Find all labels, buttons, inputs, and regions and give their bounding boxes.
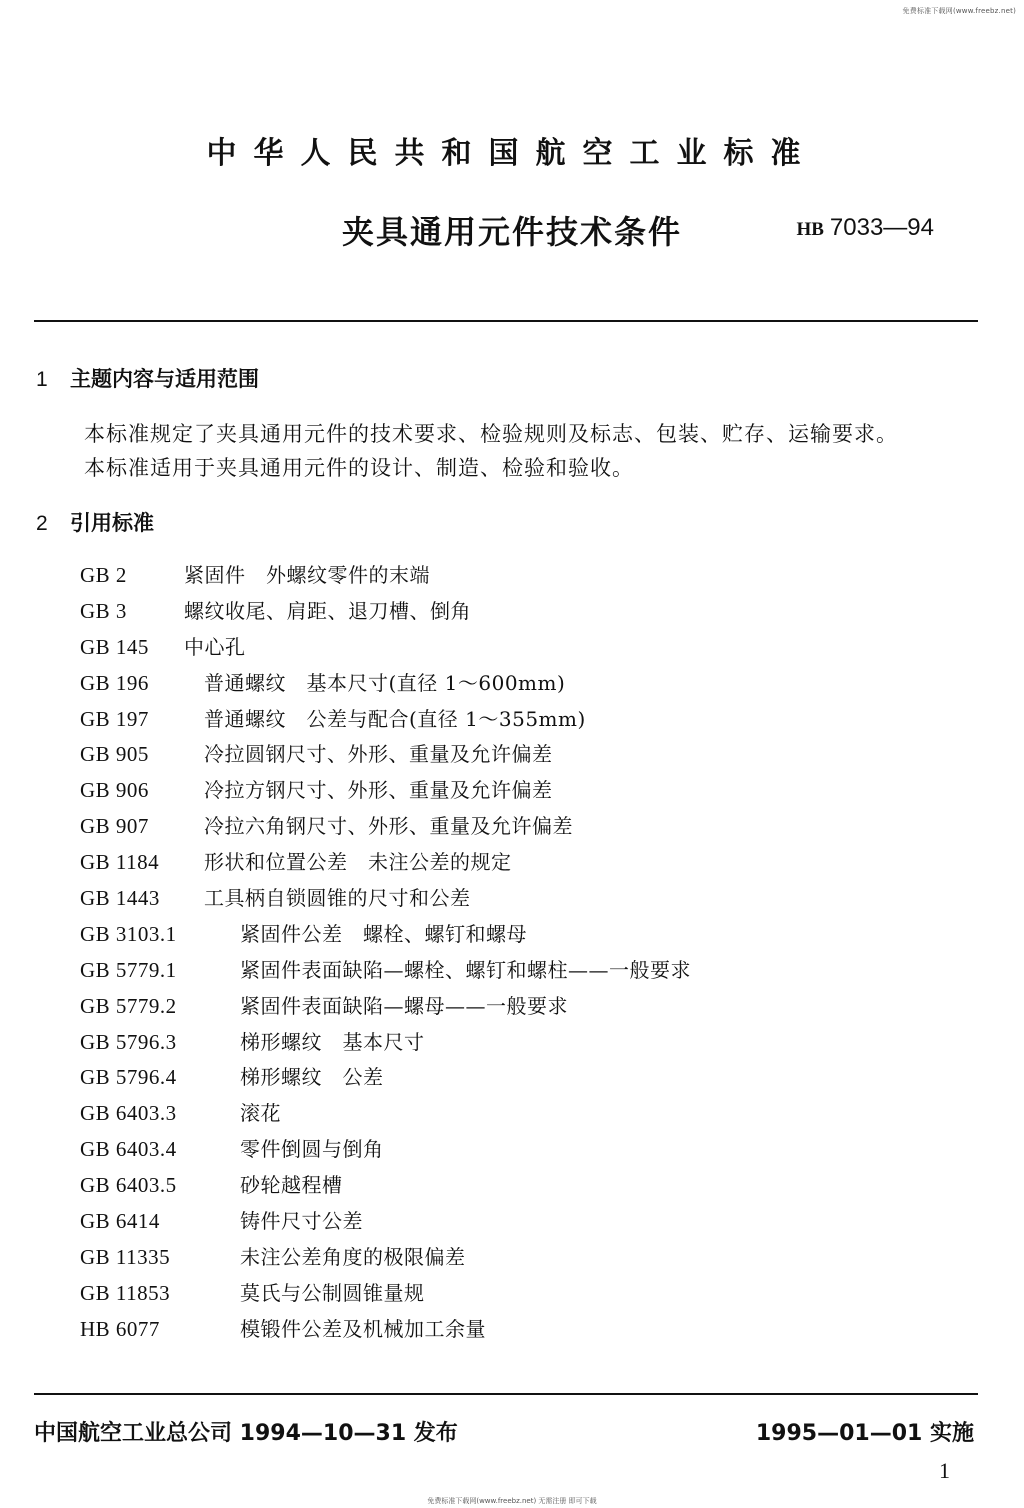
reference-code: GB 5796.3 — [80, 1029, 177, 1054]
reference-row — [80, 1312, 960, 1348]
watermark-top: 免费标准下载网(www.freebz.net) — [902, 7, 1016, 15]
reference-row — [80, 809, 960, 845]
header-rule — [34, 320, 978, 322]
standard-number — [796, 214, 934, 242]
reference-code: GB 6414 — [80, 1209, 160, 1234]
reference-code: GB 5779.1 — [80, 957, 177, 982]
organization-title: 中华人民共和国航空工业标准 — [206, 136, 818, 171]
reference-code: GB 5796.4 — [80, 1065, 177, 1090]
reference-code: GB 197 — [80, 706, 149, 731]
reference-code: GB 1184 — [80, 850, 160, 875]
standard-prefix: HB — [796, 219, 824, 240]
reference-code: GB 906 — [80, 778, 149, 803]
reference-code: GB 11335 — [80, 1244, 171, 1269]
reference-row — [80, 630, 960, 666]
page-number: 1 — [939, 1458, 950, 1483]
reference-title: 紧固件表面缺陷—螺母——一般要求 — [240, 993, 568, 1018]
reference-code: GB 5779.2 — [80, 993, 177, 1018]
reference-code: GB 145 — [80, 634, 149, 659]
reference-row — [80, 1276, 960, 1312]
footer-rule — [34, 1393, 978, 1395]
scope-paragraph-2: 本标准适用于夹具通用元件的设计、制造、检验和验收。 — [84, 456, 634, 480]
reference-code: GB 1443 — [80, 886, 160, 911]
reference-title: 莫氏与公制圆锥量规 — [240, 1280, 425, 1305]
section-number: 1 — [36, 368, 48, 391]
effective-date: 1995—01—01 实施 — [755, 1421, 974, 1446]
reference-row — [80, 773, 960, 809]
reference-row — [80, 917, 960, 953]
referenced-standards-list — [80, 558, 960, 1348]
reference-title: 砂轮越程槽 — [240, 1173, 343, 1198]
reference-title: 紧固件 外螺纹零件的末端 — [184, 563, 430, 587]
reference-row — [80, 845, 960, 881]
reference-code: GB 6403.3 — [80, 1101, 177, 1126]
reference-title: 滚花 — [240, 1101, 281, 1126]
reference-title: 紧固件公差 螺栓、螺钉和螺母 — [240, 921, 527, 946]
reference-row — [80, 1060, 960, 1096]
standard-code: 7033—94 — [829, 214, 934, 241]
reference-code: GB 3 — [80, 598, 127, 623]
section-2-heading — [36, 507, 154, 537]
reference-title: 紧固件表面缺陷—螺栓、螺钉和螺柱——一般要求 — [240, 957, 691, 982]
reference-row — [80, 881, 960, 917]
reference-title: 普通螺纹 基本尺寸(直径 1～600mm) — [204, 670, 566, 695]
reference-title: 冷拉六角钢尺寸、外形、重量及允许偏差 — [204, 814, 573, 839]
reference-code: GB 3103.1 — [80, 921, 177, 946]
section-title: 引用标准 — [70, 511, 154, 535]
reference-code: GB 2 — [80, 563, 127, 587]
reference-row — [80, 1204, 960, 1240]
reference-row — [80, 1025, 960, 1061]
reference-title: 形状和位置公差 未注公差的规定 — [204, 850, 512, 875]
reference-title: 工具柄自锁圆锥的尺寸和公差 — [204, 886, 471, 911]
reference-title: 中心孔 — [184, 634, 246, 659]
reference-code: GB 907 — [80, 814, 149, 839]
watermark-bottom: 免费标准下载网(www.freebz.net) 无需注册 即可下载 — [427, 1497, 597, 1505]
reference-row — [80, 702, 960, 738]
reference-title: 零件倒圆与倒角 — [240, 1137, 384, 1162]
reference-code: GB 905 — [80, 742, 149, 767]
reference-title: 梯形螺纹 公差 — [240, 1065, 384, 1090]
reference-title: 螺纹收尾、肩距、退刀槽、倒角 — [184, 598, 471, 623]
document-title: 夹具通用元件技术条件 — [341, 213, 682, 251]
reference-title: 冷拉圆钢尺寸、外形、重量及允许偏差 — [204, 742, 553, 767]
section-title: 主题内容与适用范围 — [70, 367, 259, 391]
reference-title: 冷拉方钢尺寸、外形、重量及允许偏差 — [204, 778, 553, 803]
section-number: 2 — [36, 512, 48, 535]
reference-code: HB 6077 — [80, 1316, 160, 1341]
reference-row — [80, 953, 960, 989]
reference-row — [80, 1240, 960, 1276]
reference-code: GB 6403.4 — [80, 1137, 177, 1162]
reference-row — [80, 1132, 960, 1168]
reference-title: 铸件尺寸公差 — [240, 1209, 363, 1234]
issue-date: 中国航空工业总公司 1994—10—31 发布 — [34, 1421, 458, 1446]
reference-code: GB 196 — [80, 670, 149, 695]
reference-row — [80, 737, 960, 773]
reference-row — [80, 666, 960, 702]
section-1-heading — [36, 363, 259, 393]
reference-row — [80, 989, 960, 1025]
reference-title: 普通螺纹 公差与配合(直径 1～355mm) — [204, 706, 586, 731]
reference-row — [80, 594, 960, 630]
scope-paragraph-1: 本标准规定了夹具通用元件的技术要求、检验规则及标志、包装、贮存、运输要求。 — [84, 422, 898, 446]
reference-code: GB 6403.5 — [80, 1173, 177, 1198]
reference-row — [80, 1096, 960, 1132]
reference-title: 梯形螺纹 基本尺寸 — [240, 1029, 425, 1054]
reference-row — [80, 1168, 960, 1204]
reference-title: 模锻件公差及机械加工余量 — [240, 1316, 486, 1341]
reference-row — [80, 558, 960, 594]
reference-title: 未注公差角度的极限偏差 — [240, 1244, 466, 1269]
reference-code: GB 11853 — [80, 1280, 171, 1305]
